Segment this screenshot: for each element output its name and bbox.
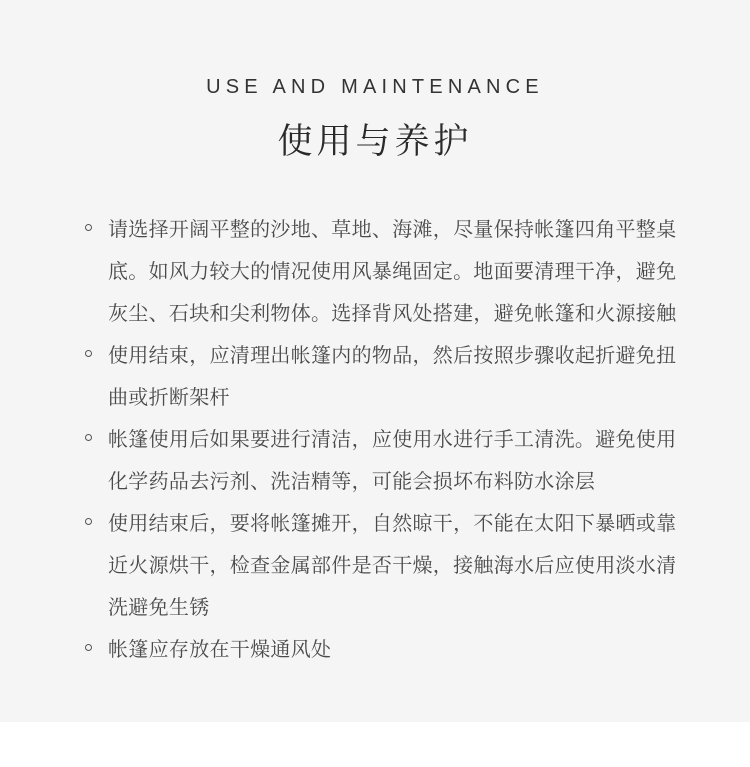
- section-title: 使用与养护: [277, 122, 473, 162]
- list-item-text: 帐篷应存放在干燥通风处: [108, 637, 332, 661]
- circle-bullet-icon: [85, 350, 92, 357]
- list-item: [0, 208, 680, 334]
- circle-bullet-icon: [85, 434, 92, 441]
- maintenance-list: [0, 208, 750, 670]
- circle-bullet-icon: [85, 518, 92, 525]
- list-item-text: 使用结束后，要将帐篷摊开，自然晾干，不能在太阳下暴晒或靠近火源烘干，检查金属部件是否干燥，接触海水后应使用淡水清洗避免生锈: [108, 511, 677, 619]
- list-item: [0, 502, 680, 628]
- list-item: [0, 628, 680, 670]
- list-item-text: 使用结束，应清理出帐篷内的物品，然后按照步骤收起折避免扭曲或折断架杆: [108, 343, 677, 409]
- list-item-text: 帐篷使用后如果要进行清洁，应使用水进行手工清洗。避免使用化学药品去污剂、洗洁精等，可能会损坏布料防水涂层: [108, 427, 677, 493]
- list-item: [0, 418, 680, 502]
- circle-bullet-icon: [85, 644, 92, 651]
- list-item-text: 请选择开阔平整的沙地、草地、海滩，尽量保持帐篷四角平整桌底。如风力较大的情况使用风暴绳固定。地面要清理干净，避免灰尘、石块和尖利物体。选择背风处搭建，避免帐篷和火源接触: [108, 217, 677, 325]
- list-item: [0, 334, 680, 418]
- section-subtitle: USE AND MAINTENANCE: [206, 76, 544, 98]
- circle-bullet-icon: [85, 224, 92, 231]
